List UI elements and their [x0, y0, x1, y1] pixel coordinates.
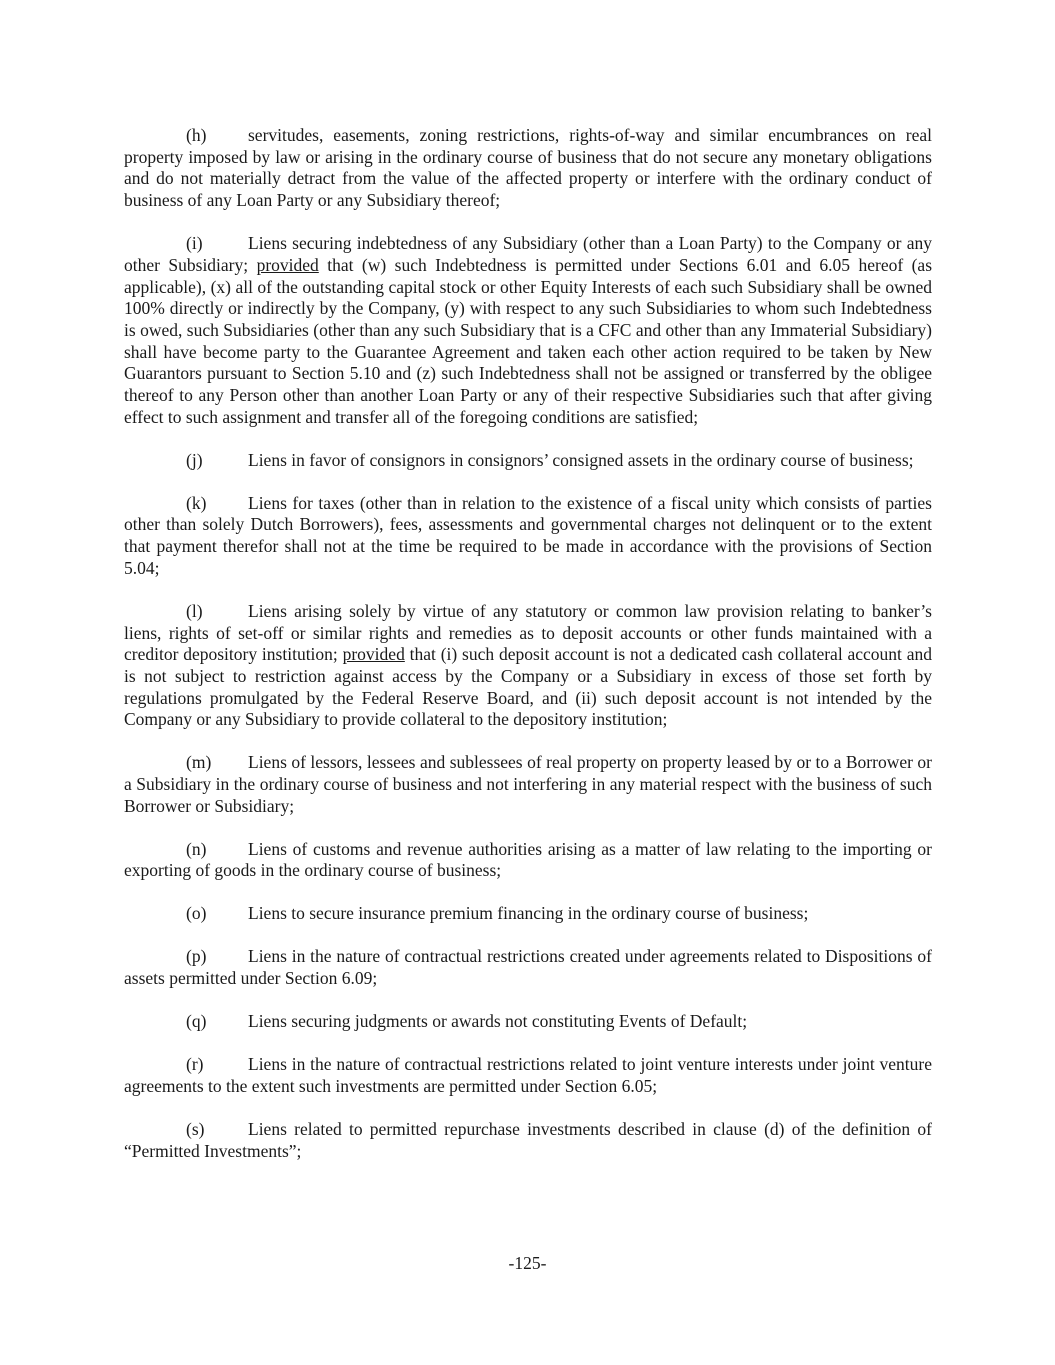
clause-text: Liens related to permitted repurchase investments described in clause (d) of the definition of “Permitted Investments”;	[124, 1118, 932, 1161]
clause-label: (r)	[186, 1054, 204, 1075]
clause-label: (p)	[186, 946, 207, 967]
clause-m	[124, 752, 932, 817]
clause-text: Liens arising solely by virtue of any statutory or common law provision relating to banker’s liens, rights of set-off or similar rights and remedies as to deposit accounts or other funds maintained with a creditor depository institution;	[124, 600, 932, 665]
clause-o	[124, 903, 932, 925]
clause-text: Liens for taxes (other than in relation to the existence of a fiscal unity which consists of parties other than solely Dutch Borrowers), fees, assessments and governmental charges not delinquent or to the extent that payment therefor shall not at the time be required to be made in accordance with the provisions of Section 5.04;	[124, 492, 932, 578]
clause-j	[124, 450, 932, 472]
clause-text-continued: that (i) such deposit account is not a dedicated cash collateral account and is not subject to restriction against access by the Company or a Subsidiary in excess of those set forth by regulations promulgated by the Federal Reserve Board, and (ii) such deposit account is not intended by the Company or any Subsidiary to provide collateral to the depository institution;	[124, 644, 932, 730]
clause-i	[124, 233, 932, 428]
clause-p	[124, 946, 932, 989]
clause-text: Liens in the nature of contractual restrictions created under agreements related to Dispositions of assets permitted under Section 6.09;	[124, 946, 932, 989]
clause-label: (j)	[186, 449, 203, 470]
clause-text: Liens securing indebtedness of any Subsidiary (other than a Loan Party) to the Company or any other Subsidiary;	[124, 233, 932, 275]
clause-n	[124, 839, 932, 882]
provided-term: provided	[256, 254, 319, 275]
page-number: -125-	[508, 1253, 547, 1273]
clause-label: (l)	[186, 600, 203, 621]
clause-text: Liens securing judgments or awards not constituting Events of Default;	[248, 1011, 748, 1032]
clause-label: (h)	[186, 125, 207, 145]
clause-label: (n)	[186, 838, 207, 859]
clause-label: (s)	[186, 1118, 205, 1139]
clause-label: (i)	[186, 233, 203, 254]
clause-l	[124, 601, 932, 731]
clause-q	[124, 1011, 932, 1033]
clause-k	[124, 493, 932, 580]
clause-label: (o)	[186, 903, 207, 924]
clause-text-continued: that (w) such Indebtedness is permitted under Sections 6.01 and 6.05 hereof (as applicable), (x) all of the outstanding capital stock or other Equity Interests of each such Subsidiary shall be owned 100% directly or indirectly by the Company, (y) with respect to any such Subsidiaries to whom such Indebtedness is owed, such Subsidiaries (other than any such Subsidiary that is a CFC and other than any Immaterial Subsidiary) shall have become party to the Guarantee Agreement and taken each other action required to be taken by New Guarantors pursuant to Section 5.10 and (z) such Indebtedness shall not be assigned or transferred by the obligee thereof to any Person other than another Loan Party or any of their respective Subsidiaries such that after giving effect to such assignment and transfer all of the foregoing conditions are satisfied;	[124, 254, 933, 427]
provided-term: provided	[342, 644, 405, 665]
clause-h	[124, 125, 932, 212]
clause-label: (m)	[186, 752, 212, 773]
clause-text: Liens of customs and revenue authorities arising as a matter of law relating to the importing or exporting of goods in the ordinary course of business;	[124, 838, 932, 881]
document-body	[124, 125, 932, 1184]
clause-r	[124, 1054, 932, 1097]
clause-text: Liens in the nature of contractual restrictions related to joint venture interests under joint venture agreements to the extent such investments are permitted under Section 6.05;	[124, 1054, 932, 1096]
clause-s	[124, 1119, 932, 1162]
clause-text: Liens in favor of consignors in consignors’ consigned assets in the ordinary course of business;	[248, 449, 914, 470]
clause-label: (k)	[186, 492, 207, 513]
clause-text: Liens of lessors, lessees and sublessees of real property on property leased by or to a Borrower or a Subsidiary in the ordinary course of business and not interfering in any material respect with the business of such Borrower or Subsidiary;	[124, 752, 932, 816]
clause-text: servitudes, easements, zoning restrictions, rights-of-way and similar encumbrances on real property imposed by law or arising in the ordinary course of business that do not secure any monetary obligations and do not materially detract from the value of the affected property or interfere with the ordinary conduct of business of any Loan Party or any Subsidiary thereof;	[124, 125, 932, 211]
clause-text: Liens to secure insurance premium financing in the ordinary course of business;	[248, 903, 809, 924]
clause-label: (q)	[186, 1011, 207, 1032]
